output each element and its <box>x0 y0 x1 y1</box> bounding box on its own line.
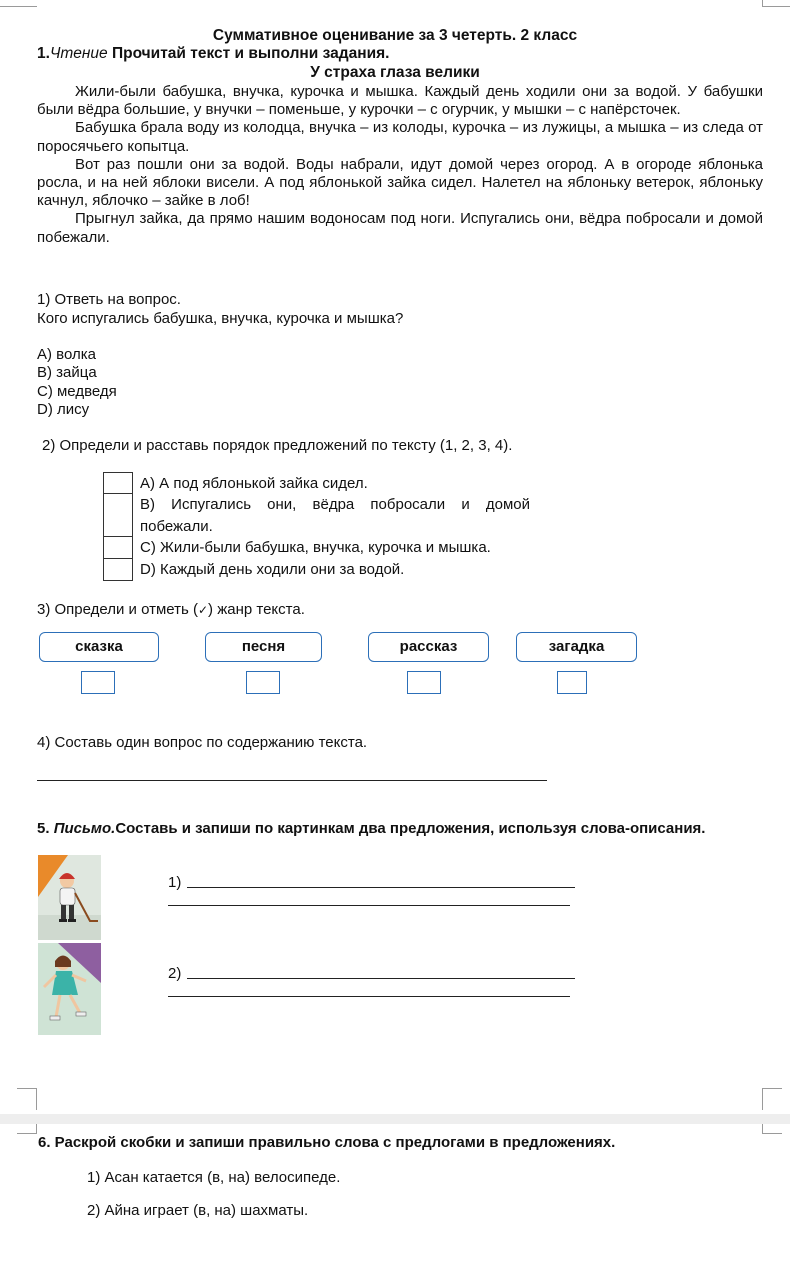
genre-checkbox-rasskaz[interactable] <box>407 671 441 694</box>
q6-item-1: 1) Асан катается (в, на) велосипеде. <box>87 1169 341 1186</box>
q2-label: 2) Определи и расставь порядок предложений по тексту (1, 2, 3, 4). <box>42 437 513 454</box>
q1-label: 1) Ответь на вопрос. <box>37 291 181 308</box>
story-paragraph: Бабушка брала воду из колодца, внучка – из колоды, курочка – из лужицы, а мышка – из следа от поросячьего копытца. <box>37 119 763 155</box>
page-break-gap <box>0 1114 790 1124</box>
q1-option-b[interactable]: B) зайца <box>37 364 97 381</box>
checkmark-icon: ✓ <box>197 603 209 617</box>
skating-girl-image <box>38 943 101 1035</box>
order-box-c[interactable] <box>103 536 133 559</box>
genre-checkbox-pesnya[interactable] <box>246 671 280 694</box>
q2-item-a: A) А под яблонькой зайка сидел. <box>140 475 368 492</box>
page-corner-top-left-2 <box>17 1124 37 1134</box>
page-corner-top-right <box>762 0 790 7</box>
q5-instruction: Составь и запиши по картинкам два предложения, используя слова-описания. <box>115 820 706 837</box>
section-reading-heading <box>37 45 389 63</box>
q6-item-2: 2) Айна играет (в, на) шахматы. <box>87 1202 309 1219</box>
hockey-player-icon <box>38 855 101 940</box>
section-italic-label: Чтение <box>49 45 108 62</box>
q6-heading: 6. Раскрой скобки и запиши правильно слова с предлогами в предложениях. <box>38 1134 616 1151</box>
page-corner-bottom-left <box>17 1088 37 1110</box>
story-paragraph: Прыгнул зайка, да прямо нашим водоносам под ноги. Испугались они, вёдра побросали и домой побежали. <box>37 210 763 246</box>
q1-option-c[interactable]: C) медведя <box>37 383 117 400</box>
q2-item-d: D) Каждый день ходили они за водой. <box>140 561 405 578</box>
story-paragraph: Вот раз пошли они за водой. Воды набрали, идут домой через огород. А в огороде яблонька росла, и на ней яблоки висели. А под яблонькой зайка сидел. Налетел на яблоньку ветерок, яблоньку качнул, яблочко – зайке в лоб! <box>37 155 763 210</box>
q1-question: Кого испугались бабушка, внучка, курочка и мышка? <box>37 310 404 327</box>
q5-answer-line-2b[interactable] <box>168 996 570 997</box>
q5-answer-line-2a[interactable] <box>187 978 575 979</box>
order-box-a[interactable] <box>103 472 133 494</box>
q5-answer-line-1b[interactable] <box>168 905 570 906</box>
genre-checkbox-skazka[interactable] <box>81 671 115 694</box>
genre-option-skazka[interactable]: сказка <box>39 632 159 662</box>
order-box-d[interactable] <box>103 558 133 581</box>
section-instruction: Прочитай текст и выполни задания. <box>107 45 390 62</box>
section-number: 1. <box>37 45 50 62</box>
document-title: Суммативное оценивание за 3 четерть. 2 класс <box>212 27 578 44</box>
q5-italic-label: Письмо. <box>53 820 116 837</box>
q4-label: 4) Составь один вопрос по содержанию текста. <box>37 734 368 751</box>
q3-label-end: ) жанр текста. <box>208 601 305 618</box>
story-title: У страха глаза велики <box>310 64 480 81</box>
story-text <box>37 83 763 247</box>
q3-label-start: 3) Определи и отметь ( <box>37 601 198 618</box>
genre-option-pesnya[interactable]: песня <box>205 632 322 662</box>
story-paragraph: Жили-были бабушка, внучка, курочка и мышка. Каждый день ходили они за водой. У бабушки были вёдра большие, у внучки – поменьше, у курочки – с огурчик, у мышки – с напёрсточек. <box>37 83 763 119</box>
q5-line-label-1: 1) <box>168 874 182 891</box>
q4-answer-line[interactable] <box>37 780 547 781</box>
q1-option-a[interactable]: A) волка <box>37 346 96 363</box>
q3-label <box>37 601 305 619</box>
q2-item-c: C) Жили-были бабушка, внучка, курочка и мышка. <box>140 539 491 556</box>
genre-checkbox-zagadka[interactable] <box>557 671 587 694</box>
genre-option-rasskaz[interactable]: рассказ <box>368 632 489 662</box>
q5-answer-line-1a[interactable] <box>187 887 575 888</box>
page-corner-top-left <box>0 0 37 7</box>
q5-line-label-2: 2) <box>168 965 182 982</box>
q2-item-b: B) Испугались они, вёдра побросали и домой побежали. <box>140 496 530 535</box>
genre-option-zagadka[interactable]: загадка <box>516 632 637 662</box>
order-box-b[interactable] <box>103 493 133 537</box>
q1-option-d[interactable]: D) лису <box>37 401 90 418</box>
q5-heading <box>37 820 705 837</box>
page-corner-top-right-2 <box>762 1124 782 1134</box>
skating-girl-icon <box>38 943 101 1035</box>
hockey-player-image <box>38 855 101 940</box>
q5-number: 5. <box>37 820 54 837</box>
page-corner-bottom-right <box>762 1088 782 1110</box>
